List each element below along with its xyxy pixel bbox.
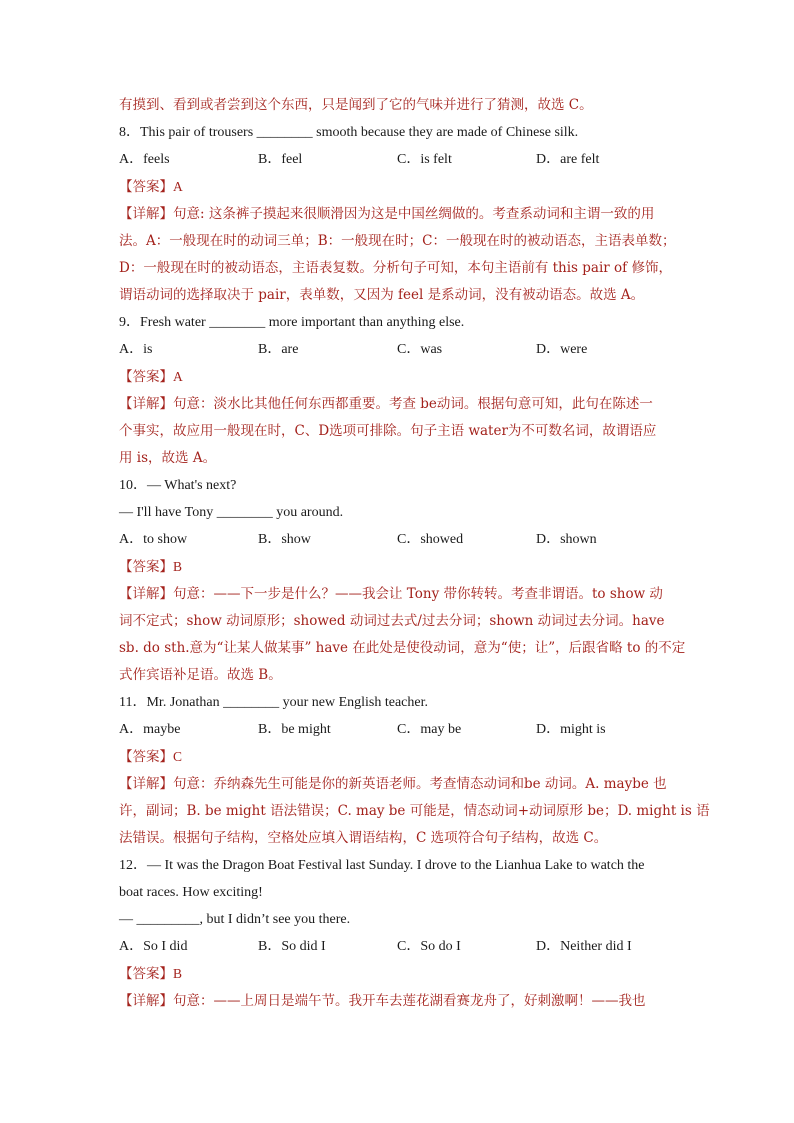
option-item: A．is xyxy=(119,342,153,357)
answer-line xyxy=(119,553,679,581)
answer-value: B xyxy=(173,966,183,981)
answer-line xyxy=(119,363,679,391)
explanation-line: sb. do sth.意为“让某人做某事” have 在此处是使役动词，意为“使；让”，后跟省略 to 的不定 xyxy=(119,640,686,656)
answer-line xyxy=(119,960,679,988)
answer-line xyxy=(119,743,679,771)
option-item: A．maybe xyxy=(119,722,181,737)
option-item: C．may be xyxy=(397,722,462,737)
answer-tag: 【答案】 xyxy=(119,369,173,385)
answer-options xyxy=(119,933,679,960)
option-item: C．was xyxy=(397,342,443,357)
explanation-line: 许，副词；B. be might 语法错误；C. may be 可能是，情态动词+动词原形 be；D. might is 语 xyxy=(119,803,710,819)
explanation-line: 用 is，故选 A。 xyxy=(119,450,217,466)
option-item: D．are felt xyxy=(536,152,600,167)
question-line: 12．— It was the Dragon Boat Festival last Sunday. I drove to the Lianhua Lake to watch the xyxy=(119,858,645,873)
option-item: D．Neither did I xyxy=(536,939,632,954)
answer-options xyxy=(119,336,679,363)
explanation-line: 谓语动词的选择取决于 pair，表单数，又因为 feel 是系动词，没有被动语态。故选 A。 xyxy=(119,287,645,303)
answer-line xyxy=(119,173,679,201)
answer-tag: 【答案】 xyxy=(119,966,173,982)
option-item: D．were xyxy=(536,342,588,357)
option-item: B．are xyxy=(258,342,299,357)
question-line: 9．Fresh water ________ more important than anything else. xyxy=(119,315,465,330)
option-item: C．showed xyxy=(397,532,464,547)
document-body xyxy=(119,92,710,1015)
explanation-line: D：一般现在时的被动语态，主语表复数。分析句子可知，本句主语前有 this pair of 修饰， xyxy=(119,260,672,276)
explanation-line: 个事实，故应用一般现在时，C、D选项可排除。句子主语 water为不可数名词，故谓语应 xyxy=(119,423,657,439)
answer-options xyxy=(119,146,679,173)
answer-value: A xyxy=(173,179,183,194)
answer-value: A xyxy=(173,369,183,384)
option-item: B．So did I xyxy=(258,939,326,954)
question-line: boat races. How exciting! xyxy=(119,885,263,900)
explanation-line: 【详解】句意：——下一步是什么？——我会让 Tony 带你转转。考查非谓语。to show 动 xyxy=(119,586,663,602)
question-line: 8．This pair of trousers ________ smooth because they are made of Chinese silk. xyxy=(119,125,579,140)
explanation-line: 式作宾语补足语。故选 B。 xyxy=(119,667,282,683)
option-item: B．feel xyxy=(258,152,303,167)
question-line: 11．Mr. Jonathan ________ your new English teacher. xyxy=(119,695,428,710)
answer-options xyxy=(119,716,679,743)
answer-value: B xyxy=(173,559,183,574)
explanation-line: 【详解】句意：乔纳森先生可能是你的新英语老师。考查情态动词和be 动词。A. maybe 也 xyxy=(119,776,667,792)
answer-tag: 【答案】 xyxy=(119,749,173,765)
option-item: D．shown xyxy=(536,532,597,547)
answer-tag: 【答案】 xyxy=(119,559,173,575)
explanation-line: 法。A：一般现在时的动词三单；B：一般现在时；C：一般现在时的被动语态，主语表单数； xyxy=(119,233,676,249)
option-item: A．to show xyxy=(119,532,188,547)
option-item: D．might is xyxy=(536,722,606,737)
question-line: — _________, but I didn’t see you there. xyxy=(119,912,351,927)
option-item: C．So do I xyxy=(397,939,461,954)
option-item: A．So I did xyxy=(119,939,188,954)
option-item: A．feels xyxy=(119,152,170,167)
answer-value: C xyxy=(173,749,183,764)
answer-tag: 【答案】 xyxy=(119,179,173,195)
question-line: — I'll have Tony ________ you around. xyxy=(119,505,344,520)
explanation-line: 词不定式；show 动词原形；showed 动词过去式/过去分词；shown 动词过去分词。have xyxy=(119,613,665,629)
option-item: B．show xyxy=(258,532,311,547)
explanation-line: 有摸到、看到或者尝到这个东西，只是闻到了它的气味并进行了猜测，故选 C。 xyxy=(119,97,593,113)
explanation-line: 【详解】句意：——上周日是端午节。我开车去莲花湖看赛龙舟了，好刺激啊！——我也 xyxy=(119,993,646,1009)
option-item: B．be might xyxy=(258,722,331,737)
explanation-line: 【详解】句意: 这条裤子摸起来很顺滑因为这是中国丝绸做的。考查系动词和主谓一致的用 xyxy=(119,206,655,222)
explanation-line: 法错误。根据句子结构，空格处应填入谓语结构，C 选项符合句子结构，故选 C。 xyxy=(119,830,608,846)
answer-options xyxy=(119,526,679,553)
explanation-line: 【详解】句意：淡水比其他任何东西都重要。考查 be动词。根据句意可知，此句在陈述一 xyxy=(119,396,653,412)
option-item: C．is felt xyxy=(397,152,452,167)
question-line: 10．— What's next? xyxy=(119,478,237,493)
